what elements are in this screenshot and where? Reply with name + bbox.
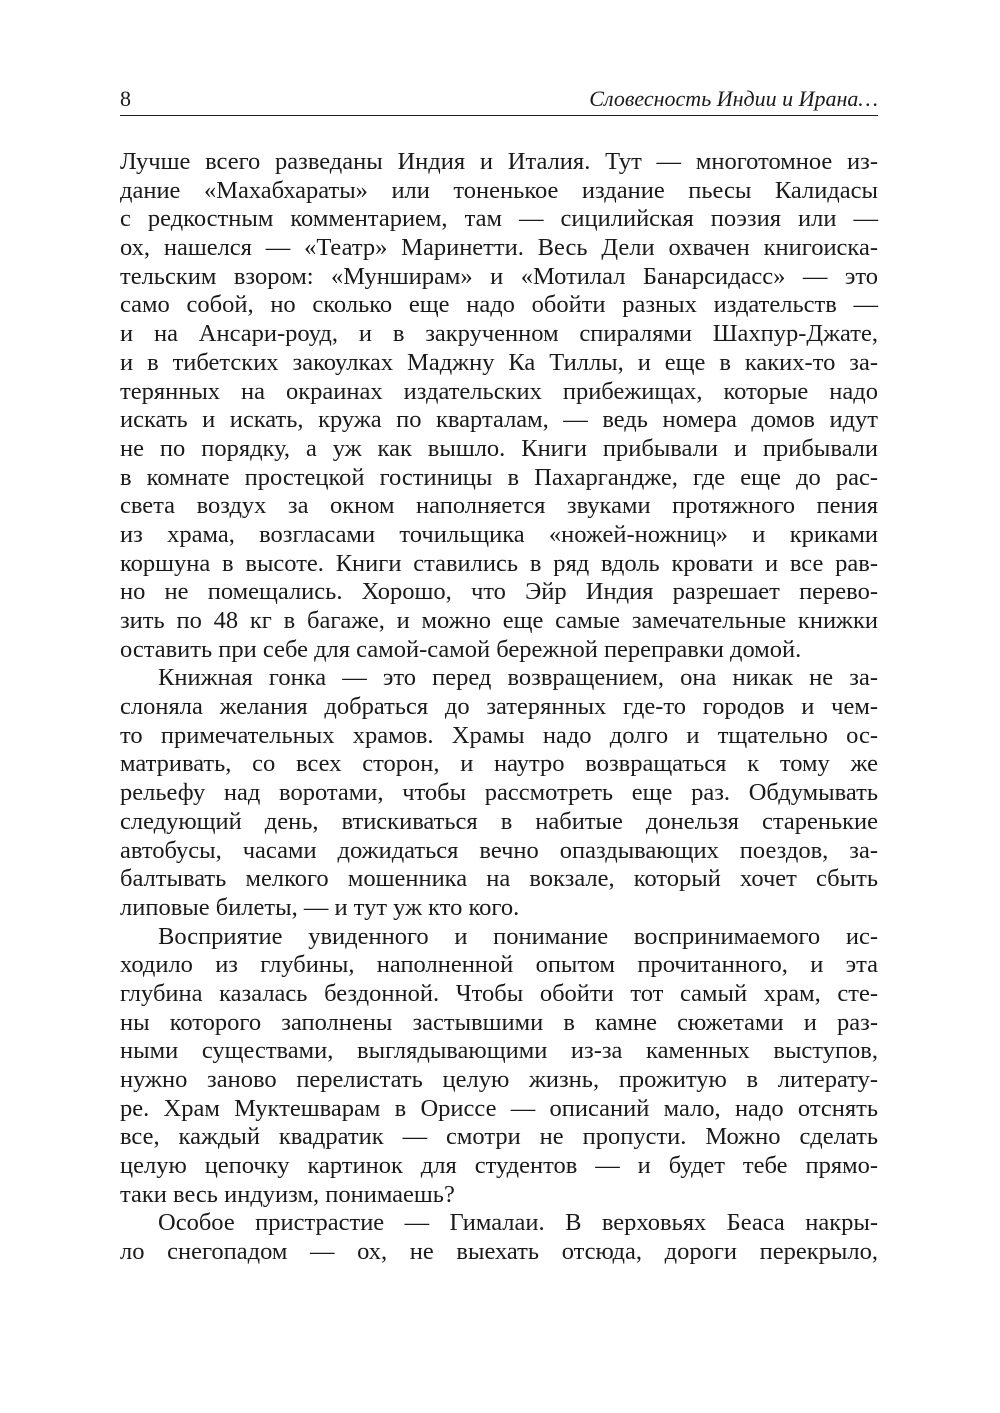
text-line: все, каждый квадратик — смотри не пропусти. Можно сделать xyxy=(120,1123,878,1151)
text-line: света воздух за окном наполняется звуками протяжного пения xyxy=(120,492,878,520)
running-title: Словесность Индии и Ирана… xyxy=(589,86,878,111)
text-line: и на Ансари-роуд, и в закрученном спиралями Шахпур-Джате, xyxy=(120,320,878,348)
text-line: Книжная гонка — это перед возвращением, она никак не за- xyxy=(158,664,878,692)
text-line: зить по 48 кг в багаже, и можно еще самые замечательные книжки xyxy=(120,607,878,634)
text-line: глубина казалась бездонной. Чтобы обойти тот самый храм, сте- xyxy=(120,979,878,1007)
text-line: ре. Храм Муктешварам в Ориссе — описаний мало, надо отснять xyxy=(120,1094,878,1122)
paragraph xyxy=(120,148,878,664)
text-line: не по порядку, а уж как вышло. Книги прибывали и прибывали xyxy=(120,434,878,462)
text-line: слоняла желания добраться до затерянных где-то городов и чем- xyxy=(120,693,878,721)
text-line: автобусы, часами дожидаться вечно опаздывающих поездов, за- xyxy=(120,836,878,864)
page-header xyxy=(120,86,878,116)
text-line: дание «Махабхараты» или тоненькое издание пьесы Калидасы xyxy=(120,176,878,204)
text-line: само собой, но сколько еще надо обойти разных издательств — xyxy=(120,291,878,319)
header-rule xyxy=(120,115,878,116)
text-line: то примечательных храмов. Храмы надо долго и тщательно ос- xyxy=(120,721,878,749)
text-line: ло снегопадом — ох, не выехать отсюда, дороги перекрыло, xyxy=(120,1238,878,1266)
text-line: коршуна в высоте. Книги ставились в ряд вдоль кровати и все рав- xyxy=(120,549,878,577)
text-line: матривать, со всех сторон, и наутро возвращаться к тому же xyxy=(120,750,878,778)
text-line: тельским взором: «Мунширам» и «Мотилал Банарсидасс» — это xyxy=(120,262,878,290)
paragraph xyxy=(120,664,878,922)
text-line: в комнате простецкой гостиницы в Пахаргандже, где еще до рас- xyxy=(120,463,878,491)
paragraph xyxy=(120,923,878,1210)
page-number: 8 xyxy=(120,86,131,111)
text-line: ходило из глубины, наполненной опытом прочитанного, и эта xyxy=(120,951,878,979)
text-line: Восприятие увиденного и понимание воспринимаемого ис- xyxy=(158,922,878,950)
text-line: оставить при себе для самой-самой бережной переправки домой. xyxy=(120,635,802,663)
text-line: и в тибетских закоулках Маджну Ка Тиллы, и еще в каких-то за- xyxy=(120,348,878,376)
text-line: из храма, возгласами точильщика «ножей-ножниц» и криками xyxy=(120,520,878,548)
text-body xyxy=(120,148,878,1267)
text-line: балтывать мелкого мошенника на вокзале, который хочет сбыть xyxy=(120,865,878,893)
text-line: следующий день, втискиваться в набитые донельзя старенькие xyxy=(120,807,878,835)
text-line: Лучше всего разведаны Индия и Италия. Тут — многотомное из- xyxy=(120,148,878,175)
text-line: нужно заново перелистать целую жизнь, прожитую в литерату- xyxy=(120,1066,878,1093)
text-line: искать и искать, кружа по кварталам, — ведь номера домов идут xyxy=(120,406,878,434)
text-line: но не помещались. Хорошо, что Эйр Индия разрешает перево- xyxy=(120,578,878,606)
text-line: таки весь индуизм, понимаешь? xyxy=(120,1180,455,1208)
text-line: ох, нашелся — «Театр» Маринетти. Весь Дели охвачен книгоиска- xyxy=(120,234,878,262)
text-line: целую цепочку картинок для студентов — и будет тебе прямо- xyxy=(120,1152,878,1180)
text-line: с редкостным комментарием, там — сицилийская поэзия или — xyxy=(120,205,878,233)
text-line: Особое пристрастие — Гималаи. В верховьях Беаса накры- xyxy=(158,1209,878,1237)
text-line: рельефу над воротами, чтобы рассмотреть еще раз. Обдумывать xyxy=(120,779,878,807)
text-line: терянных на окраинах издательских прибежищах, которые надо xyxy=(120,377,878,405)
text-line: липовые билеты, — и тут уж кто кого. xyxy=(120,893,520,921)
text-line: ны которого заполнены застывшими в камне сюжетами и раз- xyxy=(120,1008,878,1036)
text-line: ными существами, выглядывающими из-за каменных выступов, xyxy=(120,1037,878,1065)
paragraph xyxy=(120,1209,878,1266)
